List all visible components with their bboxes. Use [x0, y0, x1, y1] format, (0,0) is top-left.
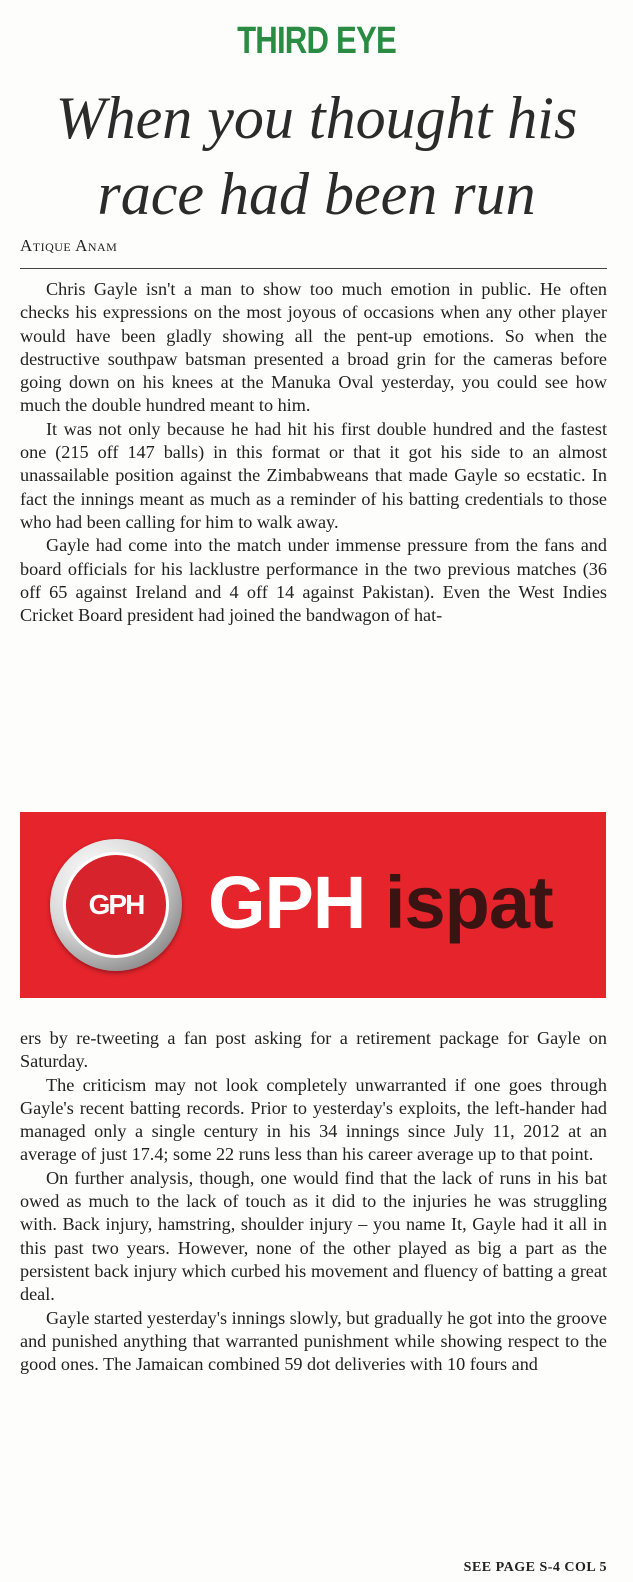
paragraph: The criticism may not look completely unwarranted if one goes through Gayle's recent batting records. Prior to yesterday's exploits, the left-hander had managed only a single century in his 34 innings since July 11, 2012 at an average of just 17.4; some 22 runs less than his career average up to that point.	[20, 1074, 607, 1165]
headline-line-1: When you thought his	[55, 85, 578, 151]
article-body-top	[20, 278, 607, 627]
paragraph: Chris Gayle isn't a man to show too much emotion in public. He often checks his expressions on the most joyous of occasions when any other player would have been gladly showing all the pent-up emotions. So when the destructive southpaw batsman presented a broad grin for the cameras before going down on his knees at the Manuka Oval yesterday, you could see how much the double hundred meant to him.	[20, 279, 607, 416]
paragraph: Gayle started yesterday's innings slowly, but gradually he got into the groove and punished anything that warranted punishment while showing respect to the good ones. The Jamaican combined 59 dot deliveries with 10 fours and	[20, 1307, 607, 1375]
advertisement-banner[interactable]	[20, 812, 606, 998]
continuation-note: SEE PAGE S-4 COL 5	[463, 1560, 607, 1575]
ad-brand-primary: GPH	[208, 861, 366, 944]
byline-divider	[20, 268, 607, 269]
ad-brand-name	[208, 860, 553, 946]
byline: Atique Anam	[20, 236, 118, 255]
paragraph: Gayle had come into the match under immense pressure from the fans and board officials for his lacklustre performance in the two previous matches (36 off 65 against Ireland and 4 off 14 against Pakistan). Even the West Indies Cricket Board president had joined the bandwagon of hat-	[20, 535, 607, 626]
paragraph: ers by re-tweeting a fan post asking for a retirement package for Gayle on Saturday.	[20, 1028, 607, 1072]
ad-brand-secondary: ispat	[384, 861, 553, 944]
article-body-bottom	[20, 1027, 607, 1376]
paragraph: It was not only because he had hit his first double hundred and the fastest one (215 off 147 balls) in this format or that it got his side to an almost unassailable position against the Zimbabweans that made Gayle so ecstatic. In fact the innings meant as much as a reminder of his batting credentials to those who had been calling for him to walk away.	[20, 418, 607, 532]
headline-line-2: race had been run	[97, 161, 536, 227]
section-kicker: THIRD EYE	[237, 20, 396, 62]
logo-text: GPH	[63, 852, 169, 958]
paragraph: On further analysis, though, one would find that the lack of runs in his bat owed as much to the lack of touch as it did to the injuries he was struggling with. Back injury, hamstring, shoulder injury – you name It, Gayle had it all in this past two years. However, none of the other played as big a part as the persistent back injury which curbed his movement and fluency of batting a great deal.	[20, 1167, 607, 1305]
headline	[0, 80, 633, 232]
gph-logo-icon	[50, 839, 182, 971]
